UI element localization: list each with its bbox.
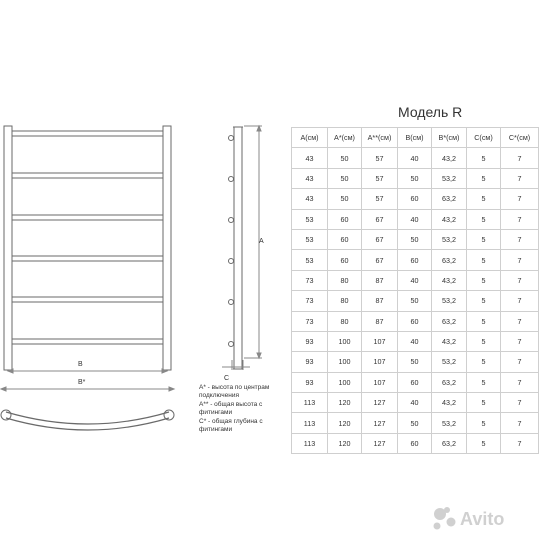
table-cell: 5 [467, 311, 501, 331]
table-row [292, 291, 539, 311]
table-header-cell: B(см) [398, 128, 432, 148]
table-row [292, 372, 539, 392]
table-cell: 5 [467, 372, 501, 392]
table-cell: 50 [398, 352, 432, 372]
table-row [292, 413, 539, 433]
table-cell: 43,2 [432, 209, 467, 229]
table-cell: 40 [398, 331, 432, 351]
table-row [292, 433, 539, 453]
table-cell: 93 [292, 372, 328, 392]
table-cell: 60 [398, 311, 432, 331]
table-cell: 87 [362, 311, 398, 331]
table-cell: 5 [467, 168, 501, 188]
table-cell: 7 [501, 148, 539, 168]
table-header-cell: A**(см) [362, 128, 398, 148]
table-cell: 43,2 [432, 270, 467, 290]
table-cell: 50 [398, 168, 432, 188]
table-cell: 43 [292, 148, 328, 168]
table-row [292, 393, 539, 413]
table-cell: 87 [362, 270, 398, 290]
table-cell: 100 [328, 331, 362, 351]
table-cell: 53,2 [432, 352, 467, 372]
table-cell: 5 [467, 229, 501, 249]
table-cell: 60 [328, 229, 362, 249]
table-cell: 120 [328, 413, 362, 433]
table-row [292, 209, 539, 229]
table-cell: 67 [362, 250, 398, 270]
table-cell: 7 [501, 372, 539, 392]
table-cell: 50 [328, 189, 362, 209]
table-cell: 40 [398, 209, 432, 229]
table-cell: 127 [362, 393, 398, 413]
table-cell: 5 [467, 352, 501, 372]
table-row [292, 311, 539, 331]
table-cell: 93 [292, 331, 328, 351]
table-cell: 67 [362, 229, 398, 249]
table-cell: 80 [328, 311, 362, 331]
dimensions-table [291, 127, 539, 454]
table-cell: 7 [501, 291, 539, 311]
legend-line: C* - общая глубина с [199, 417, 263, 425]
table-cell: 5 [467, 250, 501, 270]
table-row [292, 331, 539, 351]
label-b-star: B* [78, 379, 86, 386]
dimension-b-star [1, 387, 174, 391]
table-cell: 127 [362, 433, 398, 453]
table-row [292, 189, 539, 209]
avito-dots-icon [434, 507, 456, 530]
table-cell: 63,2 [432, 189, 467, 209]
label-c: C [224, 375, 230, 382]
table-cell: 40 [398, 270, 432, 290]
table-cell: 87 [362, 291, 398, 311]
table-header-cell: A(см) [292, 128, 328, 148]
table-cell: 60 [398, 250, 432, 270]
table-cell: 7 [501, 413, 539, 433]
table-cell: 73 [292, 311, 328, 331]
table-cell: 53 [292, 209, 328, 229]
legend-line: фитингами [199, 409, 233, 417]
table-cell: 40 [398, 393, 432, 413]
table-cell: 63,2 [432, 372, 467, 392]
table-cell: 50 [398, 413, 432, 433]
table-cell: 7 [501, 229, 539, 249]
table-row [292, 250, 539, 270]
legend-line: A** - общая высота с [199, 400, 263, 408]
table-cell: 57 [362, 189, 398, 209]
table-header-cell: B*(см) [432, 128, 467, 148]
towel-rail-drawing [0, 0, 300, 440]
table-cell: 100 [328, 372, 362, 392]
table-cell: 50 [398, 229, 432, 249]
table-cell: 113 [292, 433, 328, 453]
table-cell: 127 [362, 413, 398, 433]
table-cell: 73 [292, 291, 328, 311]
right-upright [163, 126, 171, 370]
table-cell: 5 [467, 393, 501, 413]
table-header-cell: A*(см) [328, 128, 362, 148]
table-cell: 7 [501, 250, 539, 270]
table-cell: 113 [292, 413, 328, 433]
table-row [292, 229, 539, 249]
table-cell: 107 [362, 372, 398, 392]
table-cell: 7 [501, 352, 539, 372]
table-cell: 53,2 [432, 413, 467, 433]
table-cell: 5 [467, 148, 501, 168]
table-cell: 5 [467, 331, 501, 351]
table-cell: 53 [292, 229, 328, 249]
top-view [1, 410, 174, 430]
table-cell: 53,2 [432, 168, 467, 188]
avito-watermark [418, 500, 538, 536]
table-cell: 73 [292, 270, 328, 290]
table-cell: 57 [362, 148, 398, 168]
legend-line: подключения [199, 392, 239, 400]
table-cell: 60 [398, 372, 432, 392]
table-cell: 100 [328, 352, 362, 372]
table-cell: 5 [467, 433, 501, 453]
label-b: B [78, 361, 83, 368]
table-cell: 5 [467, 189, 501, 209]
table-header-cell: C*(см) [501, 128, 539, 148]
table-cell: 107 [362, 331, 398, 351]
table-cell: 7 [501, 189, 539, 209]
table-cell: 53,2 [432, 291, 467, 311]
table-header-row [292, 128, 539, 148]
table-cell: 7 [501, 168, 539, 188]
table-cell: 5 [467, 209, 501, 229]
table-cell: 50 [398, 291, 432, 311]
table-cell: 43,2 [432, 393, 467, 413]
table-cell: 7 [501, 311, 539, 331]
table-row [292, 168, 539, 188]
table-cell: 7 [501, 433, 539, 453]
table-cell: 5 [467, 291, 501, 311]
left-upright [4, 126, 12, 370]
table-cell: 43 [292, 168, 328, 188]
table-cell: 7 [501, 331, 539, 351]
table-header-cell: C(см) [467, 128, 501, 148]
table-cell: 107 [362, 352, 398, 372]
table-cell: 43,2 [432, 331, 467, 351]
legend-notes [199, 384, 294, 434]
table-cell: 63,2 [432, 311, 467, 331]
table-cell: 5 [467, 413, 501, 433]
table-cell: 80 [328, 291, 362, 311]
table-cell: 43,2 [432, 148, 467, 168]
table-row [292, 270, 539, 290]
table-cell: 60 [328, 209, 362, 229]
table-cell: 43 [292, 189, 328, 209]
table-cell: 120 [328, 433, 362, 453]
side-view [229, 127, 244, 369]
table-cell: 53,2 [432, 229, 467, 249]
table-row [292, 352, 539, 372]
table-cell: 5 [467, 270, 501, 290]
legend-line: A* - высота по центрам [199, 384, 270, 391]
table-cell: 63,2 [432, 250, 467, 270]
table-cell: 60 [398, 433, 432, 453]
table-cell: 7 [501, 393, 539, 413]
table-cell: 113 [292, 393, 328, 413]
rungs [12, 131, 163, 344]
label-a: A [259, 238, 264, 245]
table-cell: 80 [328, 270, 362, 290]
table-cell: 93 [292, 352, 328, 372]
table-cell: 60 [328, 250, 362, 270]
table-cell: 63,2 [432, 433, 467, 453]
table-cell: 57 [362, 168, 398, 188]
table-cell: 50 [328, 148, 362, 168]
dimension-b [8, 369, 167, 373]
table-cell: 53 [292, 250, 328, 270]
model-title: Модель R [398, 104, 463, 120]
table-cell: 120 [328, 393, 362, 413]
table-row [292, 148, 539, 168]
table-cell: 7 [501, 270, 539, 290]
legend-line: фитингами [199, 426, 233, 434]
table-cell: 50 [328, 168, 362, 188]
table-cell: 67 [362, 209, 398, 229]
table-cell: 40 [398, 148, 432, 168]
table-cell: 7 [501, 209, 539, 229]
table-cell: 60 [398, 189, 432, 209]
avito-text: Avito [460, 509, 505, 529]
